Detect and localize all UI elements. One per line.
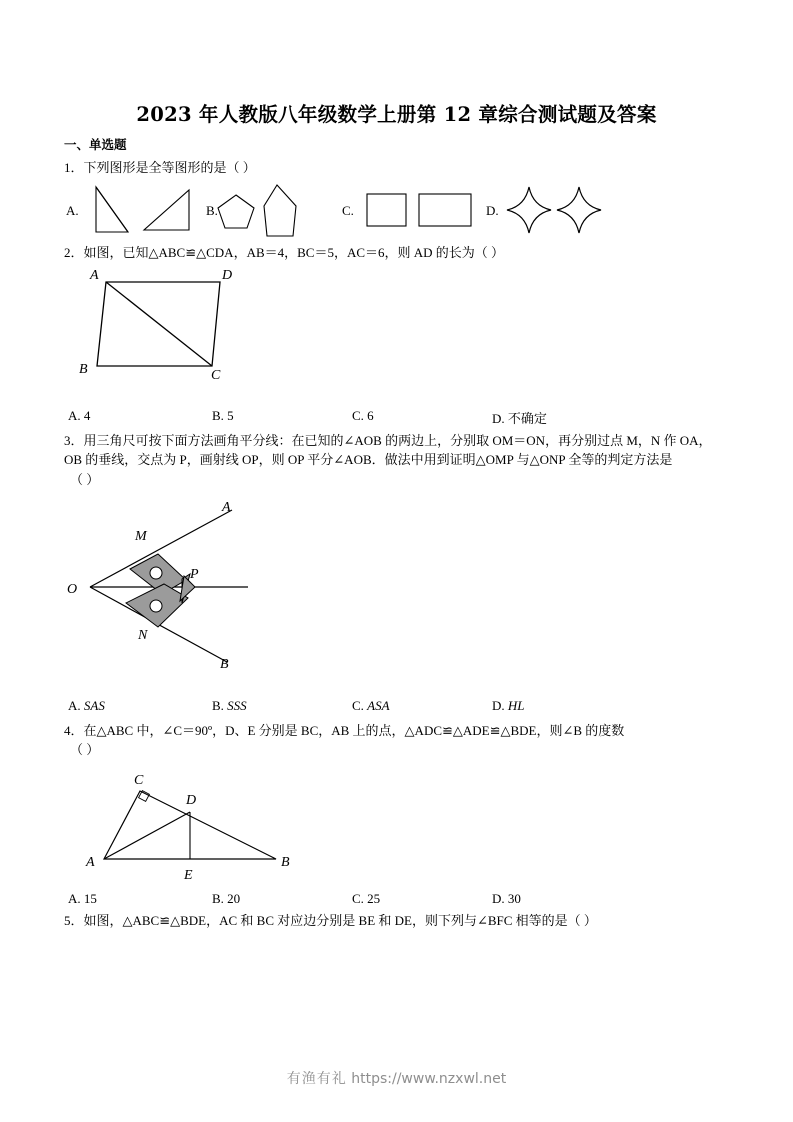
q3-choice-d-value: HL — [507, 698, 525, 713]
q3-choice-d[interactable] — [492, 698, 525, 714]
q2-label-D: D — [222, 268, 233, 283]
q2-choice-c-label: C. — [352, 408, 364, 423]
q2-choice-d-value: 不确定 — [507, 411, 547, 426]
question-4-figure — [78, 762, 308, 884]
q3-choice-a-label: A. — [68, 698, 81, 713]
question-2-text: 2．如图，已知△ABC≌△CDA，AB＝4，BC＝5，AC＝6，则 AD 的长为（ ） — [64, 245, 505, 260]
question-3-figure — [62, 496, 332, 676]
q1-option-b-label: B. — [206, 203, 218, 218]
q3-label-O: O — [67, 582, 78, 597]
q2-choice-b[interactable] — [212, 408, 234, 424]
q4-choice-d-label: D. — [492, 891, 505, 906]
q2-choice-a-label: A. — [68, 408, 81, 423]
q4-choice-a[interactable] — [68, 891, 97, 907]
q4-choice-a-value: 15 — [83, 891, 97, 906]
section-heading: 一、单选题 — [64, 137, 127, 152]
q1-option-c-label: C. — [342, 203, 354, 218]
q1-option-a-label: A. — [66, 203, 79, 218]
question-5-text: 5．如图，△ABC≌△BDE，AC 和 BC 对应边分别是 BE 和 DE，则下列与∠BFC 相等的是（ ） — [64, 913, 597, 928]
q2-choice-c[interactable] — [352, 408, 374, 424]
q2-choice-b-label: B. — [212, 408, 224, 423]
q3-choice-a[interactable] — [68, 698, 105, 714]
q4-choice-c[interactable] — [352, 891, 380, 907]
q2-label-B: B — [79, 362, 88, 377]
q4-label-E: E — [184, 868, 193, 883]
question-3-text-line3: （ ） — [70, 472, 100, 487]
q3-choice-a-value: SAS — [83, 698, 105, 713]
q3-choice-d-label: D. — [492, 698, 505, 713]
footer-watermark — [0, 1068, 793, 1088]
q2-choice-c-value: 6 — [367, 408, 374, 423]
q4-choice-c-label: C. — [352, 891, 364, 906]
q3-label-P: P — [190, 567, 199, 582]
q3-label-B: B — [220, 657, 229, 672]
q4-choice-b-value: 20 — [227, 891, 241, 906]
footer-url[interactable]: https://www.nzxwl.net — [351, 1071, 507, 1087]
q3-label-N: N — [138, 628, 148, 643]
q3-choice-b-value: SSS — [227, 698, 247, 713]
q4-label-D: D — [186, 793, 197, 808]
q2-label-C: C — [211, 368, 221, 383]
q4-label-B: B — [281, 855, 290, 870]
q4-label-C: C — [134, 773, 144, 788]
q3-choice-c-label: C. — [352, 698, 364, 713]
q4-choice-b-label: B. — [212, 891, 224, 906]
q4-choice-a-label: A. — [68, 891, 81, 906]
q4-choice-c-value: 25 — [367, 891, 381, 906]
question-1-text: 1．下列图形是全等图形的是（ ） — [64, 160, 256, 175]
q4-label-A: A — [86, 855, 95, 870]
q3-label-A: A — [222, 500, 231, 515]
question-2-figure — [72, 266, 272, 386]
q4-choice-d-value: 30 — [507, 891, 521, 906]
q2-choice-a-value: 4 — [83, 408, 91, 423]
q3-choice-c-value: ASA — [367, 698, 390, 713]
question-4-text-line2: （ ） — [70, 742, 100, 757]
q2-label-A: A — [90, 268, 99, 283]
q3-label-M: M — [135, 529, 147, 544]
q3-choice-b-label: B. — [212, 698, 224, 713]
question-1-figure — [64, 182, 684, 240]
question-4-text-line1: 4．在△ABC 中，∠C＝90º，D、E 分别是 BC，AB 上的点，△ADC≌△ADE≌△BDE，则∠B 的度数 — [64, 723, 625, 738]
question-3-text-line2: OB 的垂线，交点为 P，画射线 OP，则 OP 平分∠AOB．做法中用到证明△OMP 与△ONP 全等的判定方法是 — [64, 452, 673, 467]
q3-choice-c[interactable] — [352, 698, 390, 714]
q3-choice-b[interactable] — [212, 698, 247, 714]
q2-choice-a[interactable] — [68, 408, 90, 424]
page-title: 2023 年人教版八年级数学上册第 12 章综合测试题及答案 — [136, 103, 657, 126]
q4-choice-d[interactable] — [492, 891, 521, 907]
footer-brand: 有渔有礼 — [286, 1071, 347, 1087]
q2-choice-b-value: 5 — [227, 408, 234, 423]
q4-choice-b[interactable] — [212, 891, 240, 907]
q2-choice-d-label: D. — [492, 411, 505, 426]
q2-choice-d[interactable] — [492, 408, 547, 427]
q1-option-d-label: D. — [486, 203, 499, 218]
question-3-text-line1: 3．用三角尺可按下面方法画角平分线：在已知的∠AOB 的两边上，分别取 OM＝ON，再分别过点 M，N 作 OA， — [64, 433, 712, 448]
